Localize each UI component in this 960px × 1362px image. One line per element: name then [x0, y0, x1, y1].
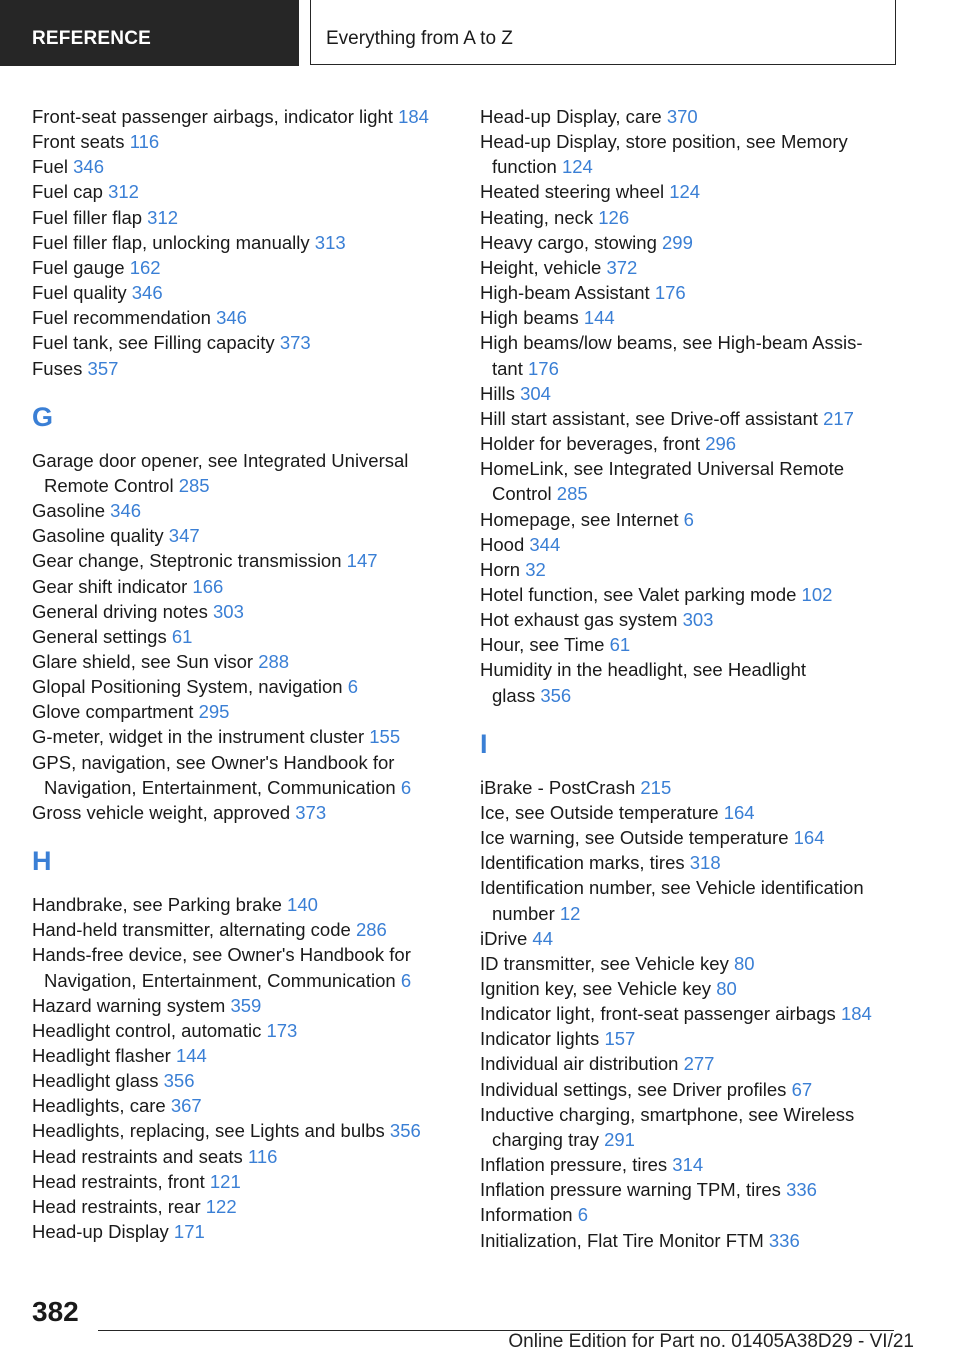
page-reference-link[interactable]: 336: [786, 1179, 817, 1201]
page-reference-link[interactable]: 116: [129, 131, 160, 153]
page-reference-link[interactable]: 373: [295, 801, 327, 823]
index-entry: [480, 825, 930, 850]
index-entry: [32, 800, 482, 825]
page-reference-link[interactable]: 346: [73, 156, 105, 178]
index-entry-text: Gear shift indicator: [32, 575, 193, 597]
page-reference-link[interactable]: 303: [213, 600, 244, 622]
page-reference-link[interactable]: 102: [801, 583, 833, 605]
index-entry: [480, 305, 930, 330]
index-entry-text: Fuel: [32, 156, 74, 178]
page-reference-link[interactable]: 164: [723, 801, 755, 823]
index-entry: [32, 104, 482, 129]
page-reference-link[interactable]: 157: [604, 1028, 636, 1050]
page-reference-link[interactable]: 285: [556, 483, 588, 505]
index-entry: [480, 179, 930, 204]
index-entry: [32, 1068, 482, 1093]
index-entry: [32, 448, 482, 473]
index-entry-text: Glopal Positioning System, navigation: [32, 676, 348, 698]
index-column-right: [480, 104, 930, 1253]
index-entry: [32, 699, 482, 724]
index-entry-text: Inductive charging, smartphone, see Wireless: [480, 1103, 855, 1125]
index-entry: [32, 574, 482, 599]
index-entry-text: iDrive: [480, 927, 533, 949]
index-entry-text: High-beam Assistant: [480, 282, 655, 304]
index-entry: [480, 1177, 930, 1202]
page-reference-link[interactable]: 6: [347, 676, 358, 698]
page-reference-link[interactable]: 370: [666, 106, 698, 127]
index-entry: [32, 498, 482, 523]
index-entry-text: High beams/low beams, see High-beam Assis-: [480, 332, 863, 354]
index-entry-text: Individual settings, see Driver profiles: [480, 1078, 792, 1100]
index-entry-text: Head-up Display: [32, 1221, 174, 1243]
page-reference-link[interactable]: 147: [346, 550, 378, 572]
index-letter-heading: G: [32, 401, 54, 432]
page-reference-link[interactable]: 356: [389, 1120, 421, 1142]
page-reference-link[interactable]: 336: [768, 1229, 800, 1251]
page-reference-link[interactable]: 304: [520, 382, 551, 404]
index-entry-text: Hot exhaust gas system: [480, 609, 683, 631]
index-entry-text: Remote Control: [44, 474, 179, 496]
page-reference-link[interactable]: 176: [654, 282, 686, 304]
page-reference-link[interactable]: 367: [170, 1095, 202, 1117]
page-reference-link[interactable]: 162: [129, 256, 161, 278]
index-entry-text: Homepage, see Internet: [480, 508, 684, 530]
index-entry-continuation: [480, 1127, 930, 1152]
page-reference-link[interactable]: 303: [682, 609, 714, 631]
index-entry: [32, 1194, 482, 1219]
index-entry: [480, 255, 930, 280]
index-entry: [32, 205, 482, 230]
index-column-left: [32, 104, 482, 1244]
index-entry: [480, 280, 930, 305]
index-entry-text: Fuses: [32, 357, 88, 379]
page-reference-link[interactable]: 124: [669, 181, 701, 203]
index-entry: [32, 523, 482, 548]
index-entry: [480, 1026, 930, 1051]
index-entry-text: Fuel filler flap: [32, 206, 148, 228]
index-entry-text: Humidity in the headlight, see Headlight: [480, 659, 806, 681]
page-reference-link[interactable]: 344: [529, 533, 561, 555]
page-reference-link[interactable]: 176: [528, 357, 559, 379]
page-reference-link[interactable]: 346: [131, 282, 163, 304]
index-entry-text: Hills: [480, 382, 521, 404]
index-entry-text: charging tray: [492, 1128, 605, 1150]
index-entry-text: Fuel tank, see Filling capacity: [32, 332, 280, 354]
index-entry-text: Fuel gauge: [32, 256, 130, 278]
index-entry-text: Inflation pressure warning TPM, tires: [480, 1179, 787, 1201]
page-reference-link[interactable]: 295: [198, 701, 230, 723]
page-reference-link[interactable]: 166: [192, 575, 224, 597]
index-entry-text: Head restraints and seats: [32, 1145, 248, 1167]
index-entry: [480, 850, 930, 875]
index-entry: [480, 632, 930, 657]
index-entry-text: ID transmitter, see Vehicle key: [480, 952, 734, 974]
page-reference-link[interactable]: 121: [209, 1170, 241, 1192]
index-entry-text: Initialization, Flat Tire Monitor FTM: [480, 1229, 769, 1251]
index-entry-text: iBrake - PostCrash: [480, 776, 641, 798]
chapter-tab: [310, 0, 896, 65]
page-reference-link[interactable]: 144: [583, 307, 615, 329]
section-tab: [0, 0, 299, 66]
index-entry-text: Head-up Display, store position, see Memory: [480, 131, 848, 153]
index-entry: [480, 1228, 930, 1253]
index-entry-text: Front-seat passenger airbags, indicator light: [32, 106, 399, 127]
index-entry: [32, 548, 482, 573]
index-entry-text: Height, vehicle: [480, 256, 607, 278]
page-reference-link[interactable]: 299: [662, 231, 693, 253]
index-entry-text: Individual air distribution: [480, 1053, 684, 1075]
index-entry-continuation: [32, 775, 482, 800]
index-entry-text: glass: [492, 684, 541, 706]
index-entry: [32, 255, 482, 280]
index-entry: [32, 305, 482, 330]
index-entry-text: Gasoline: [32, 500, 111, 522]
index-entry: [480, 582, 930, 607]
index-entry: [32, 892, 482, 917]
index-entry: [32, 230, 482, 255]
page-reference-link[interactable]: 184: [398, 106, 429, 127]
index-entry: [480, 456, 930, 481]
page-reference-link[interactable]: 171: [173, 1221, 205, 1243]
index-entry: [480, 1001, 930, 1026]
index-letter-heading: H: [32, 846, 52, 877]
page-reference-link[interactable]: 286: [355, 919, 387, 941]
index-entry-text: General driving notes: [32, 600, 213, 622]
index-entry: [32, 624, 482, 649]
index-entry-continuation: [480, 481, 930, 506]
index-entry: [32, 750, 482, 775]
index-entry: [32, 942, 482, 967]
page-reference-link[interactable]: 6: [683, 508, 694, 530]
page-reference-link[interactable]: 12: [559, 902, 581, 924]
index-entry-text: Headlights, replacing, see Lights and bulbs: [32, 1120, 390, 1142]
page-reference-link[interactable]: 288: [258, 650, 290, 672]
index-entry-text: Gross vehicle weight, approved: [32, 801, 296, 823]
index-entry-text: Identification marks, tires: [480, 852, 690, 874]
page-reference-link[interactable]: 346: [216, 307, 247, 329]
page-reference-link[interactable]: 285: [178, 474, 210, 496]
page-reference-link[interactable]: 356: [163, 1070, 195, 1092]
index-entry-text: Control: [492, 483, 557, 505]
index-entry: [32, 649, 482, 674]
index-entry-continuation: [480, 901, 930, 926]
index-entry-text: Heating, neck: [480, 206, 599, 228]
page-reference-link[interactable]: 67: [791, 1078, 813, 1100]
index-entry-text: Headlight control, automatic: [32, 1019, 267, 1041]
index-entry-text: Horn: [480, 558, 526, 580]
index-entry: [32, 599, 482, 624]
index-entry: [480, 205, 930, 230]
index-entry: [32, 330, 482, 355]
index-entry-text: Headlights, care: [32, 1095, 171, 1117]
page-reference-link[interactable]: 313: [314, 231, 346, 253]
index-entry: [480, 431, 930, 456]
index-entry-text: Hand-held transmitter, alternating code: [32, 919, 356, 941]
index-entry-text: Indicator light, front-seat passenger airbags: [480, 1003, 841, 1025]
index-entry-text: Gear change, Steptronic transmission: [32, 550, 347, 572]
index-entry: [32, 993, 482, 1018]
page-reference-link[interactable]: 314: [672, 1154, 704, 1176]
index-entry: [480, 507, 930, 532]
index-entry-text: Fuel recommendation: [32, 307, 217, 329]
index-entry: [32, 917, 482, 942]
page-reference-link[interactable]: 296: [705, 433, 737, 455]
page-reference-link[interactable]: 140: [287, 894, 318, 916]
index-entry: [480, 532, 930, 557]
page-reference-link[interactable]: 357: [87, 357, 119, 379]
index-entry: [32, 356, 482, 381]
page-reference-link[interactable]: 173: [266, 1019, 298, 1041]
index-entry: [480, 1102, 930, 1127]
page-reference-link[interactable]: 347: [168, 525, 200, 547]
index-entry: [480, 1202, 930, 1227]
page-reference-link[interactable]: 122: [205, 1195, 237, 1217]
index-entry-continuation: [32, 968, 482, 993]
page-reference-link[interactable]: 80: [733, 952, 755, 974]
index-entry-text: Hood: [480, 533, 530, 555]
index-entry-text: Inflation pressure, tires: [480, 1154, 673, 1176]
index-entry: [480, 230, 930, 255]
index-entry-text: G-meter, widget in the instrument cluster: [32, 726, 370, 748]
index-entry: [480, 557, 930, 582]
page-reference-link[interactable]: 6: [577, 1204, 588, 1226]
page-reference-link[interactable]: 155: [369, 726, 401, 748]
index-entry: [480, 657, 930, 682]
index-entry-text: High beams: [480, 307, 584, 329]
index-entry-text: Front seats: [32, 131, 130, 153]
edition-note: Online Edition for Part no. 01405A38D29 - VI/21: [508, 1331, 914, 1352]
index-entry: [32, 1018, 482, 1043]
page-reference-link[interactable]: 44: [532, 927, 553, 949]
index-entry: [32, 1043, 482, 1068]
index-entry-text: Fuel quality: [32, 282, 132, 304]
index-entry-text: Hill start assistant, see Drive-off assistant: [480, 407, 824, 429]
index-entry-text: Ice warning, see Outside temperature: [480, 827, 794, 849]
index-entry: [480, 607, 930, 632]
index-entry-text: Ignition key, see Vehicle key: [480, 978, 717, 999]
index-entry: [480, 976, 930, 1001]
index-entry-text: Holder for beverages, front: [480, 433, 706, 455]
index-entry: [32, 1118, 482, 1143]
index-entry-text: Heavy cargo, stowing: [480, 231, 663, 253]
page-reference-link[interactable]: 312: [108, 181, 139, 203]
page-reference-link[interactable]: 6: [400, 969, 412, 991]
index-entry-text: Head restraints, front: [32, 1170, 210, 1192]
page-reference-link[interactable]: 124: [561, 156, 593, 178]
page-reference-link[interactable]: 318: [689, 852, 721, 874]
page-reference-link[interactable]: 277: [683, 1053, 715, 1075]
page-reference-link[interactable]: 359: [230, 994, 262, 1016]
index-entry-text: Indicator lights: [480, 1028, 605, 1050]
index-entry: [480, 926, 930, 951]
page-reference-link[interactable]: 126: [598, 206, 630, 228]
page-reference-link[interactable]: 184: [840, 1003, 872, 1025]
index-entry-text: Hands-free device, see Owner's Handbook for: [32, 944, 411, 966]
index-entry: [480, 800, 930, 825]
index-entry: [32, 154, 482, 179]
index-entry-continuation: [480, 154, 930, 179]
page-reference-link[interactable]: 215: [640, 776, 672, 798]
index-entry: [32, 674, 482, 699]
page-reference-link[interactable]: 372: [606, 256, 638, 278]
index-entry-text: Navigation, Entertainment, Communication: [44, 969, 401, 991]
page-reference-link[interactable]: 144: [175, 1045, 207, 1066]
index-entry-text: number: [492, 902, 560, 924]
page-reference-link[interactable]: 356: [540, 684, 572, 706]
page-reference-link[interactable]: 61: [171, 625, 193, 647]
page-reference-link[interactable]: 312: [147, 206, 179, 228]
index-entry-text: Navigation, Entertainment, Communication: [44, 776, 401, 798]
page-reference-link[interactable]: 80: [716, 978, 737, 999]
index-entry: [32, 1144, 482, 1169]
index-entry-text: GPS, navigation, see Owner's Handbook for: [32, 751, 395, 773]
index-entry-text: Fuel filler flap, unlocking manually: [32, 231, 315, 253]
index-entry: [480, 104, 930, 129]
index-entry: [32, 280, 482, 305]
index-entry-text: General settings: [32, 625, 172, 647]
index-entry-text: Head restraints, rear: [32, 1195, 206, 1217]
page-reference-link[interactable]: 61: [609, 634, 631, 656]
index-entry-text: Glare shield, see Sun visor: [32, 650, 259, 672]
page-reference-link[interactable]: 373: [279, 332, 311, 354]
page-reference-link[interactable]: 164: [793, 827, 825, 849]
index-entry: [480, 1051, 930, 1076]
index-entry: [480, 1077, 930, 1102]
index-entry-continuation: [32, 473, 482, 498]
page-reference-link[interactable]: 346: [110, 500, 142, 522]
index-entry-text: tant: [492, 357, 528, 379]
index-entry: [32, 179, 482, 204]
index-entry-text: Gasoline quality: [32, 525, 169, 547]
index-entry-text: Handbrake, see Parking brake: [32, 894, 288, 916]
index-entry: [480, 406, 930, 431]
index-entry-text: Garage door opener, see Integrated Universal: [32, 449, 409, 471]
index-entry: [480, 381, 930, 406]
chapter-title: Everything from A to Z: [326, 28, 513, 49]
page-number: 382: [32, 1296, 79, 1327]
index-entry-text: Headlight glass: [32, 1070, 164, 1092]
index-entry: [480, 129, 930, 154]
index-entry-text: Identification number, see Vehicle identification: [480, 877, 864, 899]
index-entry-text: Head-up Display, care: [480, 106, 667, 127]
page-reference-link[interactable]: 291: [604, 1128, 635, 1150]
index-entry: [480, 1152, 930, 1177]
index-entry: [32, 129, 482, 154]
index-entry-text: Hour, see Time: [480, 634, 610, 656]
index-entry: [32, 1169, 482, 1194]
index-entry: [480, 875, 930, 900]
index-entry: [32, 724, 482, 749]
page-reference-link[interactable]: 6: [400, 776, 412, 798]
index-entry-continuation: [480, 356, 930, 381]
index-entry-text: Information: [480, 1204, 578, 1226]
index-entry: [32, 1219, 482, 1244]
page-reference-link[interactable]: 32: [525, 558, 546, 580]
index-letter-heading: I: [480, 728, 488, 759]
index-entry-text: Headlight flasher: [32, 1045, 176, 1066]
index-entry-text: function: [492, 156, 562, 178]
index-entry: [480, 330, 930, 355]
page-reference-link[interactable]: 116: [247, 1145, 278, 1167]
index-entry-continuation: [480, 683, 930, 708]
index-entry: [480, 951, 930, 976]
page-reference-link[interactable]: 217: [823, 407, 854, 429]
index-entry-text: Heated steering wheel: [480, 181, 670, 203]
index-entry-text: Hazard warning system: [32, 994, 231, 1016]
index-entry-text: Hotel function, see Valet parking mode: [480, 583, 802, 605]
index-entry-text: Fuel cap: [32, 181, 109, 203]
index-entry-text: HomeLink, see Integrated Universal Remote: [480, 458, 845, 480]
index-entry-text: Glove compartment: [32, 701, 199, 723]
index-entry-text: Ice, see Outside temperature: [480, 801, 724, 823]
section-title: REFERENCE: [32, 28, 151, 49]
index-entry: [32, 1093, 482, 1118]
index-entry: [480, 775, 930, 800]
